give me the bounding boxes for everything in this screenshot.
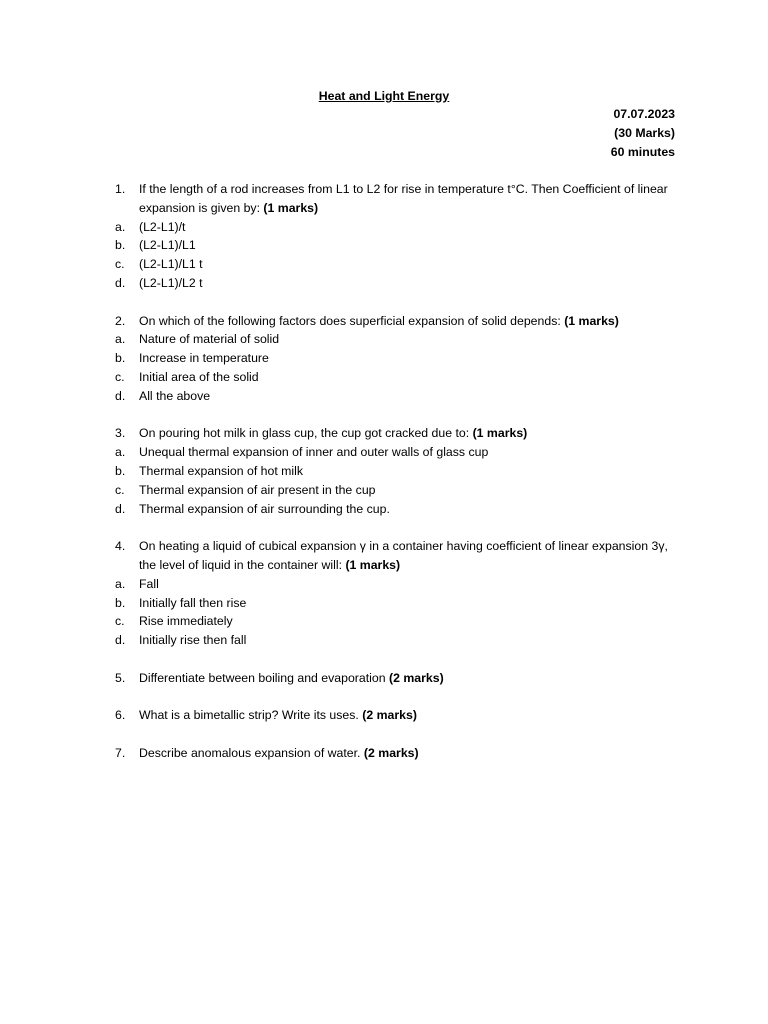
question-text: On pouring hot milk in glass cup, the cup got cracked due to:: [139, 426, 470, 441]
question-4: [115, 537, 675, 650]
question-text: Differentiate between boiling and evaporation: [139, 670, 386, 685]
question-stem: [115, 669, 675, 688]
question-number: 5.: [115, 670, 126, 685]
question-stem: [115, 744, 675, 763]
question-number: 6.: [115, 708, 126, 723]
exam-meta: [611, 105, 675, 161]
option-text: (L2-L1)/L1 t: [139, 257, 203, 272]
question-text: Describe anomalous expansion of water.: [139, 745, 361, 760]
option-letter: d.: [115, 501, 126, 516]
option-letter: b.: [115, 238, 126, 253]
option-text: All the above: [139, 388, 211, 403]
question-text: On heating a liquid of cubical expansion γ in a container having coefficient of linear expansion 3γ, the level of liquid in the container will:: [139, 539, 668, 572]
option-letter: b.: [115, 463, 126, 478]
option-text: Increase in temperature: [139, 351, 269, 366]
option-letter: b.: [115, 595, 126, 610]
option-text: (L2-L1)/t: [139, 219, 186, 234]
question-number: 1.: [115, 182, 126, 196]
option-text: Thermal expansion of hot milk: [139, 463, 304, 478]
question-text: If the length of a rod increases from L1 to L2 for rise in temperature t°C. Then Coefficient of linear expansion is given by:: [139, 182, 668, 215]
option-text: Thermal expansion of air present in the cup: [139, 482, 376, 497]
answer-option: [115, 236, 675, 255]
option-letter: a.: [115, 332, 126, 347]
question-marks: (1 marks): [472, 426, 528, 441]
answer-option: [115, 330, 675, 349]
question-number: 7.: [115, 745, 126, 760]
question-6: [115, 706, 675, 725]
question-marks: (2 marks): [362, 708, 417, 723]
answer-option: [115, 387, 675, 406]
question-stem: [115, 424, 675, 443]
option-letter: c.: [115, 614, 125, 629]
question-5: [115, 669, 675, 688]
answer-option: [115, 612, 675, 631]
question-list: [115, 180, 675, 782]
option-text: Nature of material of solid: [139, 332, 280, 347]
option-letter: b.: [115, 351, 126, 366]
document-title: Heat and Light Energy: [318, 89, 450, 103]
question-text: On which of the following factors does superficial expansion of solid depends:: [139, 313, 561, 328]
answer-option: [115, 575, 675, 594]
option-text: (L2-L1)/L1: [139, 238, 196, 253]
option-letter: d.: [115, 275, 126, 290]
question-2: [115, 312, 675, 406]
question-stem: [115, 706, 675, 725]
question-number: 4.: [115, 539, 126, 554]
answer-option: [115, 349, 675, 368]
question-stem: [115, 537, 675, 575]
option-text: Initially rise then fall: [139, 633, 247, 648]
answer-option: [115, 255, 675, 274]
option-text: Initial area of the solid: [139, 369, 259, 384]
question-stem: [115, 180, 675, 218]
answer-option: [115, 218, 675, 237]
option-text: Rise immediately: [139, 614, 233, 629]
answer-option: [115, 500, 675, 519]
answer-option: [115, 462, 675, 481]
question-1: [115, 180, 675, 293]
option-letter: c.: [115, 482, 125, 497]
question-marks: (1 marks): [263, 200, 319, 215]
option-text: (L2-L1)/L2 t: [139, 275, 203, 290]
option-letter: d.: [115, 388, 126, 403]
option-text: Thermal expansion of air surrounding the cup.: [139, 501, 390, 516]
option-letter: a.: [115, 576, 126, 591]
exam-duration: 60 minutes: [610, 144, 675, 159]
exam-total-marks: (30 Marks): [614, 125, 675, 140]
answer-option: [115, 631, 675, 650]
question-number: 3.: [115, 426, 126, 441]
question-marks: (1 marks): [564, 313, 619, 328]
option-text: Unequal thermal expansion of inner and outer walls of glass cup: [139, 445, 489, 460]
question-stem: [115, 312, 675, 331]
option-letter: a.: [115, 445, 126, 460]
exam-date: 07.07.2023: [613, 107, 675, 121]
question-7: [115, 744, 675, 763]
question-marks: (2 marks): [363, 745, 419, 760]
option-letter: d.: [115, 633, 126, 648]
option-text: Initially fall then rise: [139, 595, 247, 610]
question-3: [115, 424, 675, 518]
answer-option: [115, 274, 675, 293]
answer-option: [115, 594, 675, 613]
option-letter: a.: [115, 219, 126, 234]
option-letter: c.: [115, 257, 125, 272]
option-text: Fall: [139, 576, 159, 591]
question-marks: (1 marks): [345, 557, 401, 572]
answer-option: [115, 443, 675, 462]
answer-option: [115, 481, 675, 500]
question-marks: (2 marks): [389, 670, 444, 685]
option-letter: c.: [115, 369, 125, 384]
question-number: 2.: [115, 313, 126, 328]
question-text: What is a bimetallic strip? Write its uses.: [139, 708, 359, 723]
answer-option: [115, 368, 675, 387]
